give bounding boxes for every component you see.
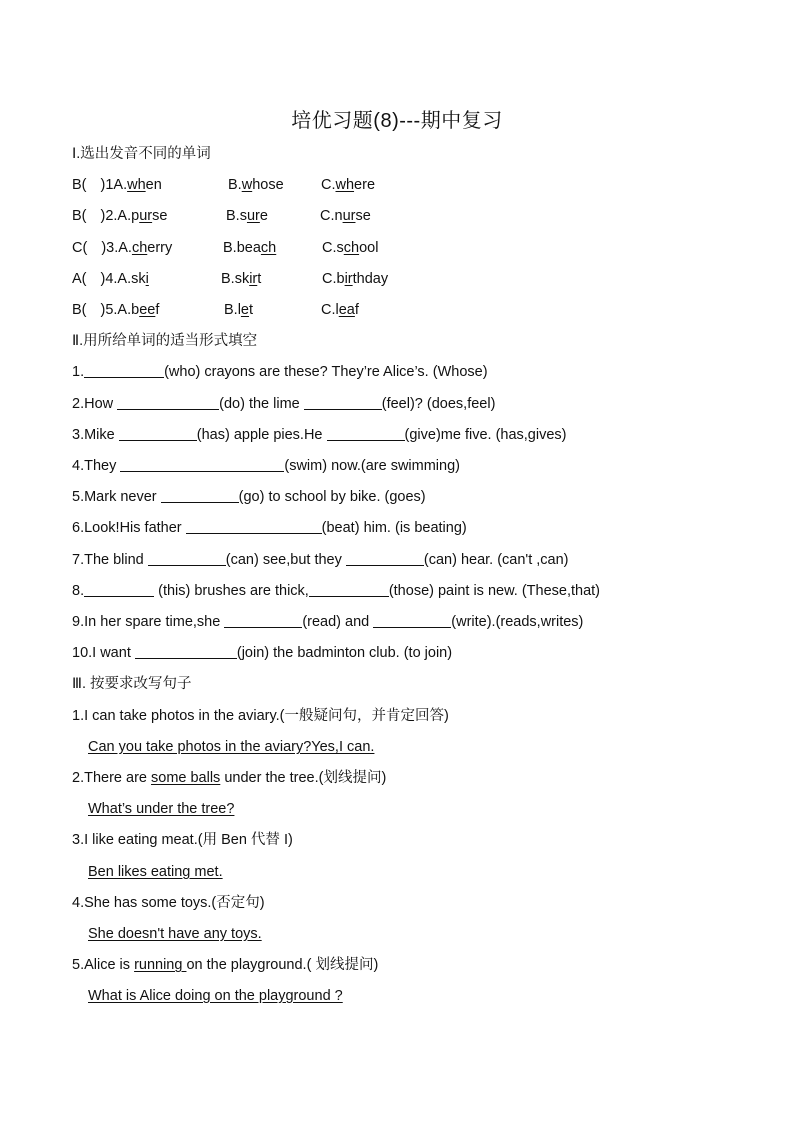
- answer-blank[interactable]: [327, 426, 405, 441]
- option-b: [223, 238, 276, 258]
- answer-blank[interactable]: [148, 551, 226, 566]
- rewrite-answer-4: [88, 924, 262, 944]
- option-b: [228, 175, 284, 195]
- option-a-underlined: ee: [139, 302, 156, 318]
- answer-blank[interactable]: [84, 363, 164, 378]
- question-prefix: 7.The blind: [72, 552, 148, 568]
- option-b-prefix: B.s: [226, 208, 247, 224]
- phonics-question-3: [72, 238, 379, 258]
- question-number: )2.A.: [100, 208, 132, 224]
- question-prefix: 5.Mark never: [72, 489, 161, 505]
- phonics-question-4: [72, 269, 389, 289]
- option-b-suffix: t: [249, 302, 254, 318]
- underlined-phrase: running: [134, 957, 187, 973]
- answer-blank[interactable]: [117, 395, 219, 410]
- answer-text: What’s under the tree?: [88, 801, 235, 817]
- question-prefix: 3.Mike: [72, 427, 119, 443]
- question-text-2: (give)me five. (has,gives): [404, 427, 567, 443]
- question-number: )3.A.: [101, 240, 132, 256]
- fill-question-8: [72, 581, 600, 601]
- option-c: [322, 269, 388, 289]
- rewrite-question-5: [72, 955, 378, 975]
- question-prefix: 6.Look!His father: [72, 520, 186, 536]
- option-b: [224, 300, 253, 320]
- fill-question-4: [72, 456, 460, 476]
- question-text: (this) brushes are thick,: [154, 583, 309, 599]
- option-c-suffix: thday: [352, 271, 389, 287]
- rewrite-answer-2: [88, 799, 234, 819]
- question-text: (do) the lime: [219, 396, 304, 412]
- answer-letter: B(: [72, 177, 87, 193]
- rewrite-answer-3: [88, 862, 223, 882]
- question-suffix: under the tree.(划线提问): [220, 770, 387, 786]
- question-number: )1A.: [100, 177, 128, 193]
- fill-question-3: [72, 425, 566, 445]
- option-b-underlined: ur: [246, 208, 260, 224]
- option-a-suffix: f: [155, 302, 160, 318]
- rewrite-question-2: [72, 768, 386, 788]
- rewrite-answer-5: [88, 986, 343, 1006]
- answer-blank[interactable]: [309, 582, 389, 597]
- question-text-2: (can) hear. (can't ,can): [423, 552, 569, 568]
- phonics-question-1: [72, 175, 376, 195]
- option-c-underlined: ur: [342, 208, 356, 224]
- fill-question-1: [72, 362, 488, 382]
- rewrite-question-3: 3.I like eating meat.(用 Ben 代替 I): [72, 832, 293, 848]
- question-prefix: 9.In her spare time,she: [72, 614, 225, 630]
- question-prefix: 1.: [72, 364, 85, 380]
- option-a-underlined: wh: [127, 177, 146, 193]
- option-c-prefix: C.s: [322, 240, 344, 256]
- option-a-prefix: p: [131, 208, 140, 224]
- question-number: )4.A.: [100, 271, 132, 287]
- rewrite-answer-1: [88, 737, 374, 757]
- question-text: (has) apple pies.He: [196, 427, 327, 443]
- fill-question-5: [72, 487, 426, 507]
- answer-letter: A(: [72, 271, 87, 287]
- option-a-suffix: se: [152, 208, 168, 224]
- answer-blank[interactable]: [186, 519, 322, 534]
- option-c-underlined: ea: [338, 302, 355, 318]
- question-suffix: on the playground.( 划线提问): [186, 957, 379, 973]
- option-a-underlined: ur: [139, 208, 153, 224]
- option-c-underlined: ch: [343, 240, 360, 256]
- answer-blank[interactable]: [346, 551, 424, 566]
- answer-blank[interactable]: [224, 613, 302, 628]
- question-text-2: (write).(reads,writes): [451, 614, 584, 630]
- option-c-prefix: C.b: [322, 271, 345, 287]
- question-prefix: 2.There are: [72, 770, 151, 786]
- option-b-suffix: t: [257, 271, 262, 287]
- question-prefix: 5.Alice is: [72, 957, 135, 973]
- option-c-prefix: C.: [321, 177, 336, 193]
- option-c-underlined: wh: [335, 177, 355, 193]
- question-prefix: 10.I want: [72, 645, 135, 661]
- option-b-suffix: hose: [252, 177, 284, 193]
- fill-question-9: [72, 612, 583, 632]
- option-c: [320, 206, 371, 226]
- answer-blank[interactable]: [120, 457, 284, 472]
- page-title: 培优习题(8)---期中复习: [291, 110, 503, 132]
- question-text: (read) and: [302, 614, 374, 630]
- option-c-prefix: C.n: [320, 208, 343, 224]
- option-a-underlined: i: [145, 271, 149, 287]
- answer-letter: B(: [72, 302, 87, 318]
- option-b: [226, 206, 268, 226]
- option-a-suffix: erry: [147, 240, 173, 256]
- question-prefix: 8.: [72, 583, 85, 599]
- option-b-underlined: e: [240, 302, 249, 318]
- option-b: [221, 269, 261, 289]
- underlined-phrase: some balls: [151, 770, 221, 786]
- option-c: [322, 238, 378, 258]
- option-c-suffix: ool: [359, 240, 379, 256]
- option-c-suffix: f: [354, 302, 359, 318]
- fill-question-7: [72, 550, 569, 570]
- rewrite-question-1: 1.I can take photos in the aviary.(一般疑问句，并肯定回答): [72, 708, 449, 724]
- answer-blank[interactable]: [119, 426, 197, 441]
- option-b-underlined: ir: [249, 271, 258, 287]
- fill-question-2: [72, 394, 495, 414]
- answer-text: She doesn't have any toys.: [88, 926, 262, 942]
- option-a-prefix: sk: [131, 271, 146, 287]
- option-a-suffix: en: [145, 177, 162, 193]
- answer-letter: B(: [72, 208, 87, 224]
- option-c-prefix: C.l: [321, 302, 339, 318]
- question-number: )5.A.: [100, 302, 132, 318]
- question-text: (swim) now.(are swimming): [284, 458, 460, 474]
- answer-blank[interactable]: [161, 488, 239, 503]
- question-text: (join) the badminton club. (to join): [236, 645, 453, 661]
- option-c-suffix: ere: [354, 177, 376, 193]
- answer-text: What is Alice doing on the playground ?: [88, 988, 343, 1004]
- answer-blank[interactable]: [135, 644, 237, 659]
- option-b-prefix: B.sk: [221, 271, 250, 287]
- answer-text: Ben likes eating met.: [88, 864, 223, 880]
- option-b-suffix: e: [259, 208, 268, 224]
- phonics-question-5: [72, 300, 359, 320]
- option-b-prefix: B.: [228, 177, 242, 193]
- fill-question-6: [72, 518, 467, 538]
- option-b-underlined: w: [241, 177, 253, 193]
- option-c-suffix: se: [355, 208, 371, 224]
- question-text: (who) crayons are these? They’re Alice’s. (Whose): [164, 364, 488, 380]
- option-c-underlined: ir: [344, 271, 353, 287]
- answer-text: Can you take photos in the aviary?Yes,I can.: [88, 739, 375, 755]
- option-c: [321, 300, 359, 320]
- answer-letter: C(: [72, 240, 88, 256]
- question-text-2: (feel)? (does,feel): [381, 396, 496, 412]
- question-text-2: (those) paint is new. (These,that): [388, 583, 600, 599]
- answer-blank[interactable]: [373, 613, 451, 628]
- section-1-heading: Ⅰ.选出发音不同的单词: [72, 146, 211, 162]
- answer-blank[interactable]: [304, 395, 382, 410]
- fill-question-10: [72, 643, 452, 663]
- question-text: (go) to school by bike. (goes): [238, 489, 426, 505]
- question-text: (can) see,but they: [225, 552, 346, 568]
- option-b-prefix: B.l: [224, 302, 241, 318]
- option-b-prefix: B.bea: [223, 240, 261, 256]
- question-text: (beat) him. (is beating): [321, 520, 467, 536]
- section-3-heading: Ⅲ. 按要求改写句子: [72, 676, 192, 692]
- option-c: [321, 175, 375, 195]
- section-2-heading: Ⅱ.用所给单词的适当形式填空: [72, 333, 258, 349]
- question-prefix: 4.They: [72, 458, 121, 474]
- option-b-underlined: ch: [260, 240, 277, 256]
- phonics-question-2: [72, 206, 371, 226]
- question-prefix: 2.How: [72, 396, 118, 412]
- rewrite-question-4: 4.She has some toys.(否定句): [72, 895, 265, 911]
- option-a-underlined: ch: [131, 240, 148, 256]
- answer-blank[interactable]: [84, 582, 154, 597]
- option-a-prefix: b: [131, 302, 140, 318]
